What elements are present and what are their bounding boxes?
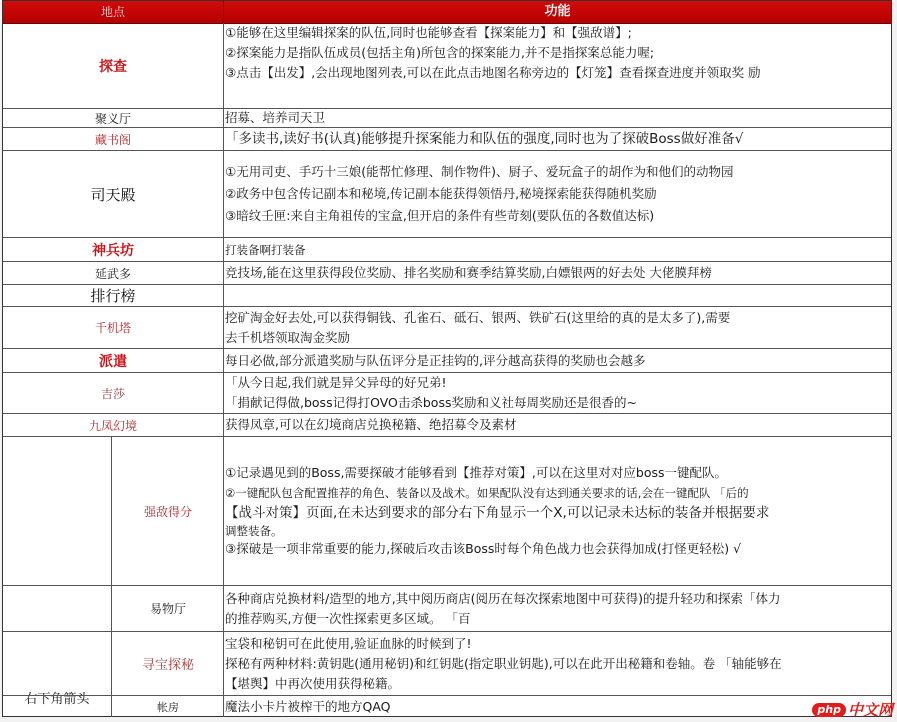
- function-line: ②政务中包含传记副本和秘境,传记副本能获得领悟丹,秘境探索能获得随机奖励: [225, 186, 657, 201]
- function-cell: [225, 437, 887, 585]
- place-cell: 帐房: [113, 696, 224, 717]
- place-cell: 延武多: [3, 262, 224, 284]
- function-cell: [225, 373, 887, 413]
- php-logo-icon: php: [812, 703, 846, 717]
- feature-table: [2, 0, 892, 717]
- function-line: 挖矿淘金好去处,可以获得铜钱、孔雀石、砥石、银两、铁矿石(这里给的真的是太多了),需要: [225, 309, 731, 325]
- function-line: ②探案能力是指队伍成员(包括主角)所包含的探案能力,并不是指探案总能力喔;: [225, 45, 655, 60]
- function-cell: [225, 128, 887, 150]
- header-function: 功能: [544, 4, 571, 19]
- function-cell: [225, 262, 887, 284]
- table-row: [3, 109, 891, 128]
- function-line: 去千机塔领取淘金奖励: [225, 329, 351, 345]
- table-row: [3, 128, 891, 151]
- function-line: 的推荐购买,方便一次性探索更多区域。 「百: [225, 610, 471, 626]
- place-cell: 吉莎: [3, 373, 224, 413]
- place-cell: 强敌得分: [113, 437, 224, 585]
- table-row: [3, 696, 891, 717]
- function-cell: [225, 285, 887, 306]
- function-line: 「从今日起,我们就是异父异母的好兄弟!: [225, 375, 447, 390]
- table-row: [3, 238, 891, 262]
- function-line: 【战斗对策】页面,在未达到要求的部分右下角显示一个X,可以记录未达标的装备并根据要求: [225, 505, 770, 521]
- table-row: [3, 262, 891, 285]
- table-row: [3, 632, 891, 696]
- function-cell: [225, 23, 887, 108]
- function-line: ③暗纹壬匣:来自主角祖传的宝盒,但开启的条件有些苛刻(要队伍的各数值达标): [225, 208, 655, 223]
- table-row: [3, 307, 891, 349]
- place-cell: 千机塔: [3, 307, 224, 348]
- table-row: [3, 349, 891, 373]
- function-line: 「多读书,读好书(认真)能够提升探案能力和队伍的强度,同时也为了探破Boss做好准备√: [225, 131, 744, 147]
- table-row: [3, 437, 891, 586]
- place-cell: 排行榜: [3, 285, 224, 306]
- function-line: 「捐献记得做,boss记得打OVO击杀boss奖励和义社每周奖励还是很香的~: [225, 395, 637, 410]
- function-line: 调整装备。: [225, 524, 283, 538]
- function-line: 打装备啊打装备: [225, 242, 306, 257]
- function-line: 宝袋和秘钥可在此使用,验证血脉的时候到了!: [225, 635, 472, 651]
- function-line: 招募、培养司天卫: [225, 110, 326, 125]
- function-cell: [225, 586, 887, 631]
- table-row: [3, 414, 891, 437]
- function-line: ②一键配队包含配置推荐的角色、装备以及战术。如果配队没有达到通关要求的话,会在一键配队 「后的: [225, 486, 749, 500]
- function-line: 每日必做,部分派遣奖励与队伍评分是正挂钩的,评分越高获得的奖励也会越多: [225, 352, 646, 368]
- table-row: [3, 586, 891, 632]
- place-cell: 司天殿: [3, 151, 224, 237]
- function-cell: [225, 238, 887, 261]
- function-line: 探秘有两种材料:黄钥匙(通用秘钥)和红钥匙(指定职业钥匙),可以在此开出秘籍和卷轴。卷 「轴能够在: [225, 655, 782, 671]
- place-cell: 聚义厅: [3, 109, 224, 127]
- place-cell: 寻宝探秘: [113, 632, 224, 695]
- watermark-text: 中文网: [847, 701, 893, 719]
- table-row: [3, 151, 891, 238]
- site-watermark: [812, 699, 893, 720]
- table-header: [3, 1, 891, 24]
- function-line: ①能够在这里编辑探案的队伍,同时也能够查看【探案能力】和【强敌谱】;: [225, 25, 632, 40]
- place-cell: 易物厅: [113, 586, 224, 631]
- function-line: ③点击【出发】,会出现地图列表,可以在此点击地图名称旁边的【灯笼】查看探查进度并领取奖 励: [225, 65, 761, 80]
- function-cell: [225, 349, 887, 372]
- group-label: 右下角箭头: [3, 437, 112, 717]
- function-line: 【堪舆】中再次使用获得秘籍。: [225, 675, 401, 691]
- table-row: [3, 285, 891, 307]
- place-cell: 九凤幻境: [3, 414, 224, 436]
- place-cell: 神兵坊: [3, 238, 224, 261]
- function-line: ①记录遇见到的Boss,需要探破才能够看到【推荐对策】,可以在这里对对应boss一键配队。: [225, 465, 728, 480]
- place-cell: 藏书阁: [3, 128, 224, 150]
- function-cell: [225, 632, 887, 695]
- place-cell: 派遣: [3, 349, 224, 372]
- table-row: [3, 373, 891, 414]
- header-place: 地点: [3, 1, 224, 23]
- function-line: 竞技场,能在这里获得段位奖励、排名奖励和赛季结算奖励,白嫖银两的好去处 大佬膜拜榜: [225, 265, 712, 280]
- function-line: 各种商店兑换材料/造型的地方,其中阅历商店(阅历在每次探索地图中可获得)的提升轻功和探索「体力: [225, 590, 781, 606]
- function-line: 魔法小卡片被榨干的地方QAQ: [225, 698, 391, 714]
- place-cell: 探查: [3, 23, 224, 108]
- function-cell: [225, 109, 887, 127]
- function-cell: [225, 696, 887, 717]
- function-line: 获得凤章,可以在幻境商店兑换秘籍、绝招募令及素材: [225, 417, 517, 432]
- function-cell: [225, 307, 887, 348]
- function-cell: [225, 414, 887, 436]
- function-line: ③探破是一项非常重要的能力,探破后攻击该Boss时每个角色战力也会获得加成(打怪更轻松) √: [225, 541, 742, 556]
- function-cell: [225, 151, 887, 237]
- table-row: [3, 23, 891, 109]
- function-line: ①无用司吏、手巧十三娘(能帮忙修理、制作物件)、厨子、爱玩盒子的胡作为和他们的动物园: [225, 164, 734, 179]
